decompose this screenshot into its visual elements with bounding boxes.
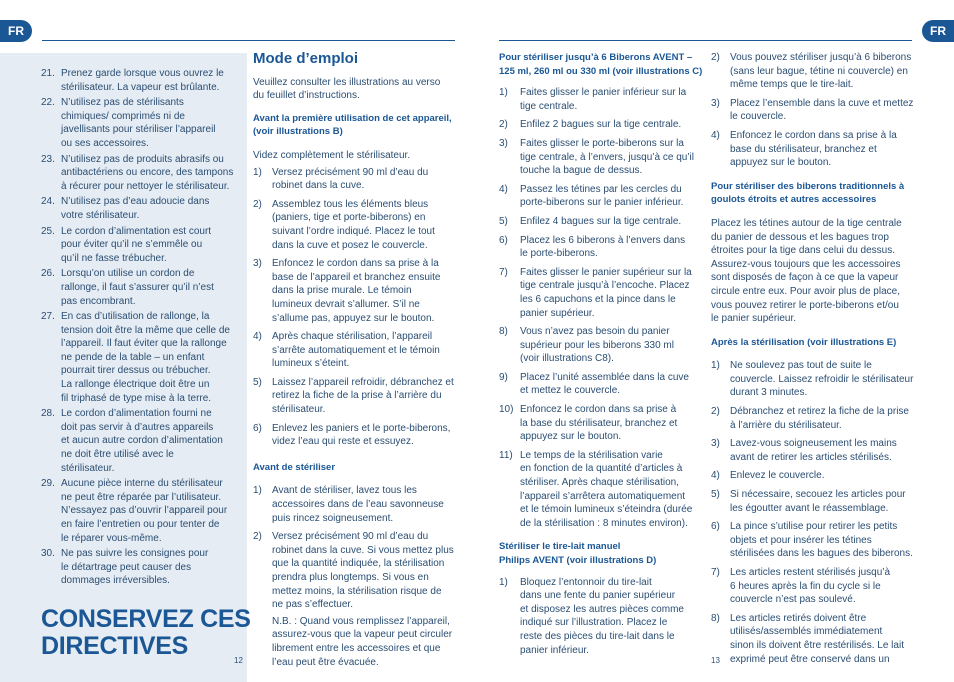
list-item bbox=[711, 469, 916, 483]
item-text: Laissez l’appareil refroidir, débranchez et retirez la fiche de la prise à l’arrière du stérilisateur. bbox=[272, 376, 454, 416]
item-text: N’utilisez pas d’eau adoucie dans votre stérilisateur. bbox=[61, 196, 210, 221]
list-item bbox=[499, 266, 704, 320]
item-text: Placez l’unité assemblée dans la cuve et mettez le couvercle. bbox=[520, 371, 689, 397]
item-text: Si nécessaire, secouez les articles pour les égoutter avant le réassemblage. bbox=[730, 489, 906, 514]
list-item bbox=[499, 449, 704, 531]
item-number: 7) bbox=[499, 266, 508, 278]
item-number: 6) bbox=[711, 521, 720, 533]
item-text: Enlevez les paniers et le porte-biberons, videz l’eau qui reste et essuyez. bbox=[272, 422, 451, 448]
item-number: 8) bbox=[711, 612, 720, 624]
list-item bbox=[711, 488, 916, 515]
item-text: Faites glisser le panier supérieur sur la tige centrale jusqu’à l’encoche. Placez les 6 capuchons et la pince dans le panier supérieur. bbox=[520, 266, 692, 319]
item-number: 24. bbox=[41, 196, 55, 208]
list-item bbox=[253, 376, 458, 417]
section-title: Mode d’emploi bbox=[253, 50, 358, 67]
first-use-heading: Avant la première utilisation de cet appareil, (voir illustrations B) bbox=[253, 112, 452, 138]
first-use-steps bbox=[253, 166, 458, 449]
item-text: Faites glisser le porte-biberons sur la tige centrale, à l’envers, jusqu’à ce qu’il touche la bague de dessus. bbox=[520, 137, 694, 177]
after-sterilization-steps bbox=[711, 359, 916, 666]
item-text: N’utilisez pas de produits abrasifs ou antibactériens ou encore, des tampons à récurer pour nettoyer le stérilisateur. bbox=[61, 153, 234, 192]
header-rule-left bbox=[42, 40, 455, 41]
item-text: Faites glisser le panier inférieur sur la tige centrale. bbox=[520, 87, 687, 112]
item-text: Vous n’avez pas besoin du panier supérieur pour les biberons 330 ml (voir illustrations C8). bbox=[520, 326, 674, 365]
item-number: 28. bbox=[41, 408, 55, 420]
list-item bbox=[253, 422, 458, 449]
item-number: 4) bbox=[711, 129, 720, 141]
item-number: 1) bbox=[711, 360, 720, 372]
item-text: Ne soulevez pas tout de suite le couvercle. Laissez refroidir le stérilisateur durant 3 minutes. bbox=[730, 360, 914, 399]
item-text: Lorsqu’on utilise un cordon de rallonge, il faut s’assurer qu’il n’est pas encombrant. bbox=[61, 268, 214, 307]
language-badge-left: FR bbox=[0, 20, 32, 42]
item-number: 4) bbox=[253, 331, 262, 343]
item-number: 6) bbox=[499, 234, 508, 246]
item-number: 8) bbox=[499, 326, 508, 338]
item-number: 5) bbox=[253, 376, 262, 388]
list-item bbox=[41, 547, 246, 588]
item-number: 29. bbox=[41, 478, 55, 490]
list-item bbox=[253, 530, 458, 612]
first-use-intro: Videz complètement le stérilisateur. bbox=[253, 149, 411, 161]
item-number: 26. bbox=[41, 268, 55, 280]
bottles-heading: Pour stériliser jusqu’à 6 Biberons AVENT – 125 ml, 260 ml ou 330 ml (voir illustrations C) bbox=[499, 52, 703, 77]
item-number: 2) bbox=[253, 198, 262, 210]
item-number: 21. bbox=[41, 68, 55, 79]
item-text: En cas d’utilisation de rallonge, la tension doit être la même que celle de l’appareil. Il faut éviter que la rallonge ne pende de la table – un enfant pourrait tirer dessus ou trébucher. La rallonge électrique doit être un fil triphasé de type mise à la terre. bbox=[61, 311, 230, 404]
item-text: Avant de stériliser, lavez tous les accessoires dans de l’eau savonneuse puis rincez soigneusement. bbox=[272, 485, 444, 524]
item-text: Le cordon d’alimentation est court pour éviter qu’il ne s’emmêle ou qu’il ne fasse trébucher. bbox=[61, 225, 212, 264]
item-number: 2) bbox=[253, 531, 262, 543]
item-text: Versez précisément 90 ml d’eau du robinet dans la cuve. bbox=[272, 166, 429, 192]
item-text: Bloquez l’entonnoir du tire-lait dans une fente du panier supérieur et disposez les autres pièces comme indiqué sur l’illustration. Placez le reste des pièces du tire-lait dans le panier inférieur. bbox=[520, 576, 684, 656]
breast-pump-steps-continued bbox=[711, 51, 916, 170]
list-item bbox=[499, 137, 704, 178]
item-number: 7) bbox=[711, 567, 720, 578]
list-item bbox=[711, 97, 916, 124]
item-number: 25. bbox=[41, 225, 55, 237]
item-number: 10) bbox=[499, 404, 514, 416]
item-number: 6) bbox=[253, 422, 262, 434]
item-number: 2) bbox=[499, 119, 508, 131]
keep-instructions-title: CONSERVEZ CES DIRECTIVES bbox=[41, 605, 251, 660]
breast-pump-steps bbox=[499, 576, 704, 658]
item-text: Ne pas suivre les consignes pour le détartrage peut causer des dommages irréversibles. bbox=[61, 548, 209, 587]
item-number: 23. bbox=[41, 153, 55, 165]
list-item bbox=[499, 215, 704, 229]
list-item bbox=[499, 325, 704, 366]
list-item bbox=[499, 371, 704, 398]
item-text: Vous pouvez stériliser jusqu’à 6 biberons (sans leur bague, tétine ni couvercle) en même temps que le tire-lait. bbox=[730, 52, 912, 91]
warnings-list bbox=[41, 67, 246, 588]
list-item bbox=[41, 96, 246, 150]
list-item bbox=[499, 576, 704, 658]
item-number: 1) bbox=[253, 485, 262, 497]
before-note: N.B. : Quand vous remplissez l’appareil, assurez-vous que la vapeur peut circuler librement entre les accessoires et que l’eau peut être évacuée. bbox=[272, 615, 453, 668]
list-item bbox=[499, 183, 704, 210]
list-item bbox=[41, 310, 246, 405]
list-item bbox=[41, 267, 246, 308]
item-text: Enfoncez le cordon dans sa prise à la base du stérilisateur, branchez et appuyez sur le bouton. bbox=[520, 404, 678, 443]
page-number-left: 12 bbox=[234, 656, 243, 665]
item-text: Aucune pièce interne du stérilisateur ne peut être réparée par l’utilisateur. N’essayez pas d’ouvrir l’appareil pour en faire l’entretien ou pour tenter de le réparer vous-même. bbox=[61, 478, 228, 544]
item-number: 3) bbox=[499, 137, 508, 149]
list-item bbox=[711, 359, 916, 400]
list-item bbox=[711, 437, 916, 464]
list-item bbox=[499, 86, 704, 113]
item-text: Assemblez tous les éléments bleus (paniers, tige et porte-biberons) en suivant l’ordre indiqué. Placez le tout dans la cuve et posez le couvercle. bbox=[272, 198, 435, 251]
list-item bbox=[711, 405, 916, 432]
list-item bbox=[253, 166, 458, 193]
list-item bbox=[253, 330, 458, 371]
item-number: 22. bbox=[41, 97, 55, 109]
list-item bbox=[253, 198, 458, 252]
list-item bbox=[253, 257, 458, 325]
item-text: Passez les tétines par les cercles du porte-biberons sur le panier inférieur. bbox=[520, 183, 684, 209]
language-badge-right: FR bbox=[922, 20, 954, 42]
traditional-bottles-heading: Pour stériliser des biberons traditionnels à goulots étroits et autres accessoires bbox=[711, 180, 905, 206]
item-number: 5) bbox=[499, 215, 508, 227]
list-item bbox=[711, 520, 916, 561]
item-number: 1) bbox=[253, 166, 262, 178]
after-column bbox=[711, 51, 916, 671]
bottles-steps bbox=[499, 86, 704, 530]
item-text: Les articles restent stérilisés jusqu’à 6 heures après la fin du cycle si le couvercle n’est pas soulevé. bbox=[730, 567, 891, 606]
item-number: 3) bbox=[253, 258, 262, 270]
item-text: Les articles retirés doivent être utilisés/assemblés immédiatement sinon ils doivent être restérilisés. Le lait exprimé peut être conservé dans un bbox=[730, 612, 904, 665]
item-number: 2) bbox=[711, 52, 720, 63]
header-rule-right bbox=[499, 40, 912, 41]
item-text: Enlevez le couvercle. bbox=[730, 470, 825, 482]
item-number: 30. bbox=[41, 548, 55, 560]
list-item bbox=[711, 129, 916, 170]
list-item bbox=[711, 566, 916, 607]
list-item bbox=[499, 403, 704, 444]
item-text: Placez l’ensemble dans la cuve et mettez le couvercle. bbox=[730, 97, 914, 123]
item-number: 9) bbox=[499, 371, 508, 383]
intro-text: Veuillez consulter les illustrations au verso du feuillet d’instructions. bbox=[253, 76, 441, 102]
item-text: Prenez garde lorsque vous ouvrez le stérilisateur. La vapeur est brûlante. bbox=[61, 68, 224, 93]
warnings-column bbox=[41, 67, 246, 590]
item-number: 3) bbox=[711, 438, 720, 450]
item-text: La pince s’utilise pour retirer les petits objets et pour insérer les tétines stérilisées dans les bagues des biberons. bbox=[730, 521, 913, 560]
traditional-bottles-text: Placez les tétines autour de la tige centrale du panier de dessous et les bagues trop étroites pour la tige dans celui du dessus. Assurez-vous toujours que les accessoires sont disposés de façon à ce que la vapeur circule entre eux. Pour avoir plus de place, vous pouvez retirer le porte-biberons et/ou le panier supérieur. bbox=[711, 217, 902, 325]
list-item bbox=[41, 225, 246, 266]
list-item bbox=[41, 195, 246, 222]
item-text: Lavez-vous soigneusement les mains avant de retirer les articles stérilisés. bbox=[730, 438, 897, 463]
bottles-column bbox=[499, 51, 704, 662]
before-steps bbox=[253, 484, 458, 611]
item-text: Débranchez et retirez la fiche de la prise à l’arrière du stérilisateur. bbox=[730, 406, 909, 431]
item-number: 27. bbox=[41, 311, 55, 323]
item-number: 4) bbox=[499, 183, 508, 195]
item-text: Après chaque stérilisation, l’appareil s’arrête automatiquement et le témoin lumineux s’éteint. bbox=[272, 331, 440, 370]
item-text: Le cordon d’alimentation fourni ne doit pas servir à d’autres appareils et aucun autre cordon d’alimentation ne doit être utilisé avec le stérilisateur. bbox=[61, 408, 223, 474]
list-item bbox=[253, 484, 458, 525]
item-text: Enfilez 2 bagues sur la tige centrale. bbox=[520, 119, 682, 131]
item-text: Placez les 6 biberons à l’envers dans le porte-biberons. bbox=[520, 234, 686, 260]
item-text: Le temps de la stérilisation varie en fonction de la quantité d’articles à stériliser. Après chaque stérilisation, l’appareil s’arrêtera automatiquement et le témoin lumineux s’éteindra (durée de la stérilisation : 8 minutes environ). bbox=[520, 449, 693, 529]
list-item bbox=[499, 118, 704, 132]
item-text: Enfoncez le cordon dans sa prise à la base de l’appareil et branchez ensuite dans la prise murale. Le témoin lumineux devrait s’allumer. S’il ne s’allume pas, appuyez sur le bouton. bbox=[272, 258, 441, 324]
item-number: 3) bbox=[711, 97, 720, 109]
item-number: 5) bbox=[711, 489, 720, 501]
item-text: Enfilez 4 bagues sur la tige centrale. bbox=[520, 215, 682, 227]
breast-pump-heading: Stériliser le tire-lait manuel Philips AVENT (voir illustrations D) bbox=[499, 541, 657, 566]
list-item bbox=[711, 51, 916, 92]
before-heading: Avant de stériliser bbox=[253, 461, 336, 473]
item-number: 4) bbox=[711, 470, 720, 482]
list-item bbox=[499, 234, 704, 261]
page-number-right: 13 bbox=[711, 656, 720, 665]
item-text: N’utilisez pas de stérilisants chimiques/ comprimés ni de javellisants pour stériliser l’appareil ou ses accessoires. bbox=[61, 97, 216, 149]
list-item bbox=[41, 407, 246, 475]
instructions-column bbox=[253, 52, 458, 669]
item-text: Enfoncez le cordon dans sa prise à la base du stérilisateur, branchez et appuyez sur le bouton. bbox=[730, 129, 897, 169]
item-number: 1) bbox=[499, 87, 508, 99]
list-item bbox=[41, 477, 246, 545]
item-number: 11) bbox=[499, 449, 513, 461]
list-item bbox=[41, 153, 246, 194]
item-number: 1) bbox=[499, 576, 508, 588]
list-item bbox=[41, 67, 246, 94]
after-sterilization-heading: Après la stérilisation (voir illustrations E) bbox=[711, 336, 897, 348]
list-item bbox=[711, 612, 916, 666]
item-number: 2) bbox=[711, 406, 720, 418]
item-text: Versez précisément 90 ml d’eau du robinet dans la cuve. Si vous mettez plus que la quantité indiquée, la stérilisation prendra plus longtemps. Si vous en mettez moins, la stérilisation risque de ne pas s’effectuer. bbox=[272, 531, 454, 611]
